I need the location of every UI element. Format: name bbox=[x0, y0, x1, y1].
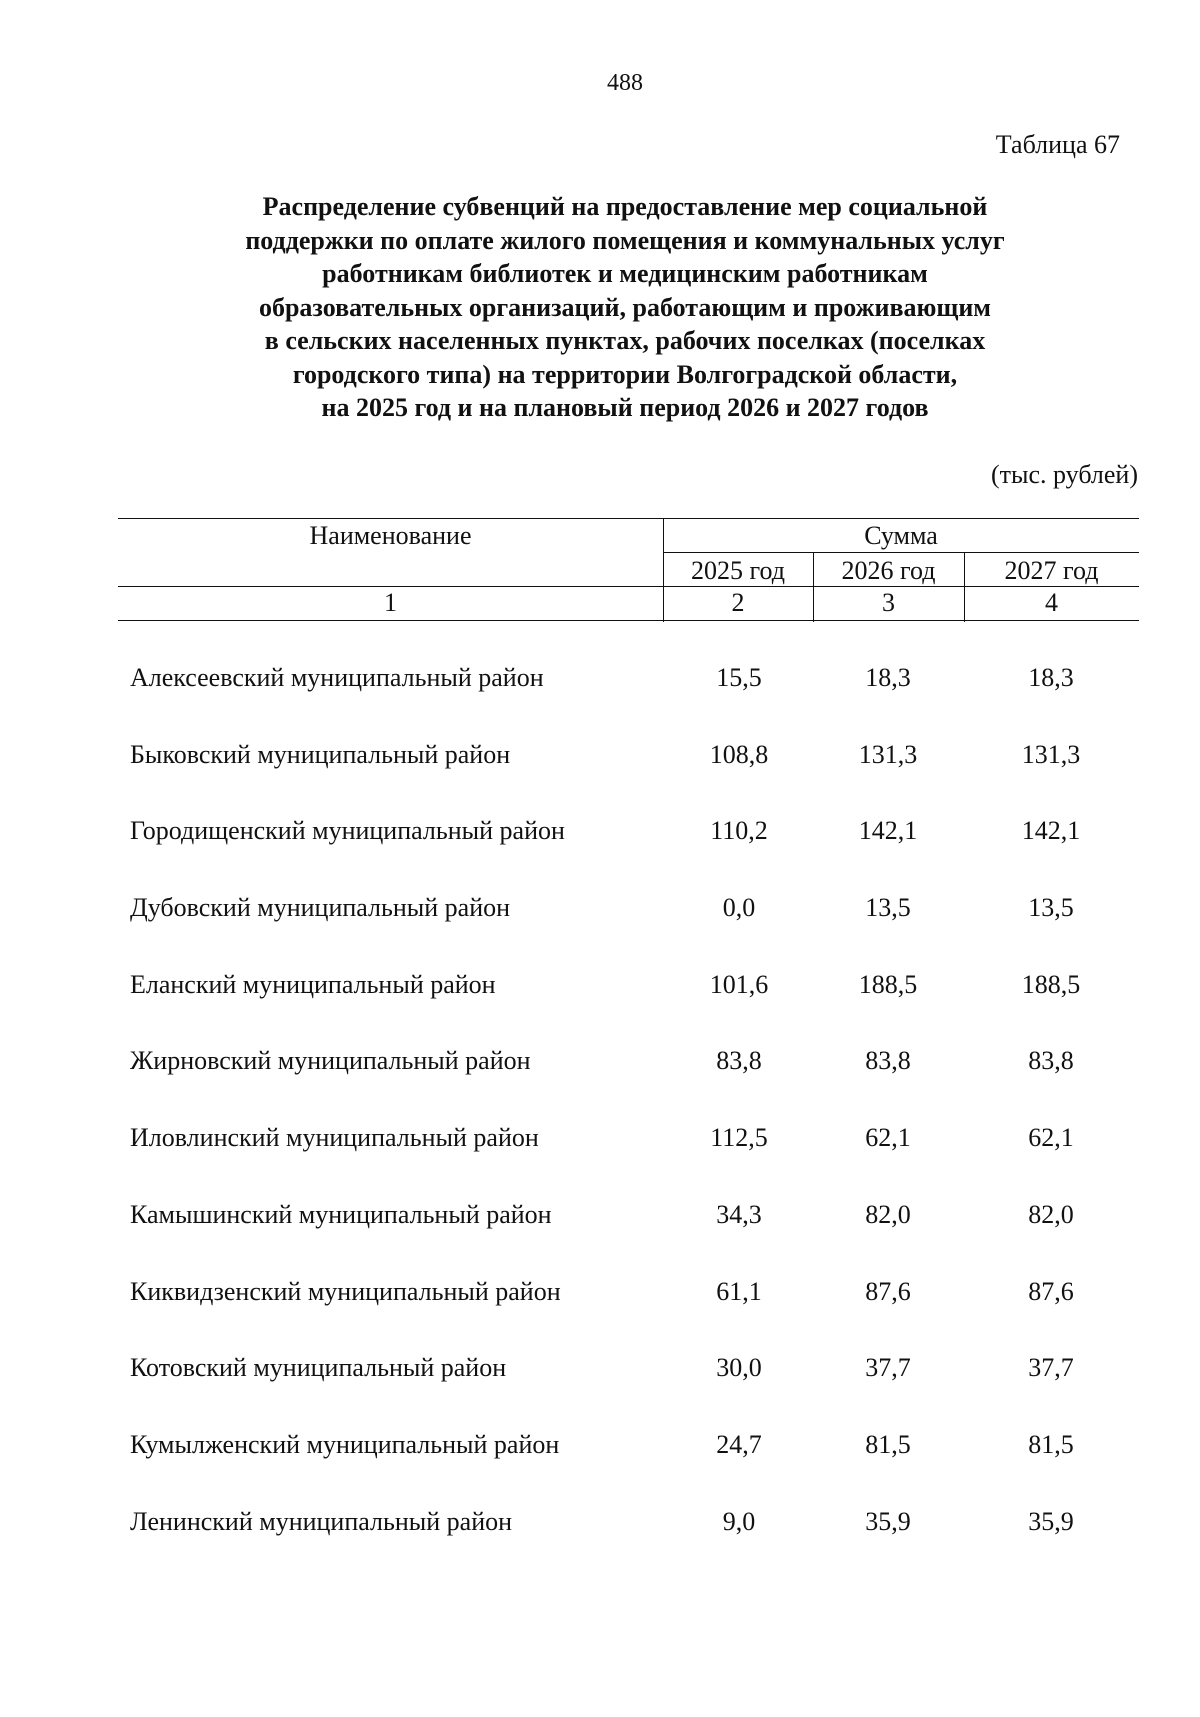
value-2027: 131,3 bbox=[1021, 739, 1081, 769]
table-row bbox=[0, 1254, 1200, 1331]
value-2027: 81,5 bbox=[1028, 1429, 1074, 1459]
title-line: Распределение субвенций на предоставление мер социальной bbox=[262, 192, 988, 221]
value-2026: 81,5 bbox=[865, 1429, 911, 1459]
title-line: образовательных организаций, работающим и проживающим bbox=[258, 292, 992, 322]
value-2027: 13,5 bbox=[1028, 893, 1074, 923]
table-row bbox=[0, 1484, 1200, 1561]
value-2026: 83,8 bbox=[865, 1046, 911, 1076]
value-2027: 35,9 bbox=[1028, 1506, 1074, 1536]
district-name: Жирновский муниципальный район bbox=[130, 1046, 531, 1076]
table-row bbox=[0, 870, 1200, 947]
title-line: на 2025 год и на плановый период 2026 и 2027 годов bbox=[321, 393, 929, 422]
value-2027: 142,1 bbox=[1021, 816, 1081, 846]
value-2025: 24,7 bbox=[716, 1429, 762, 1459]
table-row bbox=[0, 717, 1200, 794]
value-2027: 188,5 bbox=[1021, 969, 1081, 999]
district-name: Алексеевский муниципальный район bbox=[130, 663, 544, 692]
value-2025: 0,0 bbox=[722, 893, 756, 923]
col-number: 3 bbox=[882, 588, 895, 617]
title-line: в сельских населенных пунктах, рабочих поселках (поселках bbox=[264, 326, 986, 355]
district-name: Котовский муниципальный район bbox=[130, 1353, 507, 1383]
title-line: работникам библиотек и медицинским работникам bbox=[322, 259, 928, 288]
value-2027: 18,3 bbox=[1028, 663, 1074, 692]
district-name: Ленинский муниципальный район bbox=[130, 1506, 513, 1536]
header-sum: Сумма bbox=[864, 521, 938, 550]
header-name: Наименование bbox=[309, 521, 472, 550]
value-2027: 37,7 bbox=[1028, 1353, 1074, 1383]
table-body bbox=[0, 640, 1200, 1560]
header-year-2026: 2026 год bbox=[841, 556, 936, 585]
table-row bbox=[0, 640, 1200, 717]
value-2025: 101,6 bbox=[709, 969, 769, 999]
table-row bbox=[0, 793, 1200, 870]
table-header bbox=[118, 518, 1139, 624]
value-2026: 188,5 bbox=[858, 969, 918, 999]
col-number: 2 bbox=[731, 588, 745, 617]
table-row bbox=[0, 1177, 1200, 1254]
value-2025: 9,0 bbox=[722, 1506, 756, 1536]
value-2027: 87,6 bbox=[1028, 1276, 1074, 1306]
value-2026: 142,1 bbox=[858, 816, 918, 846]
header-mid-rule bbox=[118, 586, 1139, 587]
value-2026: 37,7 bbox=[865, 1353, 911, 1383]
value-2025: 61,1 bbox=[716, 1276, 762, 1306]
value-2026: 82,0 bbox=[865, 1199, 911, 1229]
value-2025: 34,3 bbox=[716, 1199, 762, 1229]
value-2025: 112,5 bbox=[710, 1123, 768, 1153]
value-2027: 62,1 bbox=[1028, 1123, 1074, 1153]
value-2025: 108,8 bbox=[709, 739, 769, 769]
value-2026: 35,9 bbox=[865, 1506, 911, 1536]
district-name: Иловлинский муниципальный район bbox=[130, 1123, 539, 1153]
district-name: Быковский муниципальный район bbox=[130, 739, 511, 769]
header-year-2025: 2025 год bbox=[691, 556, 785, 585]
col-number: 4 bbox=[1045, 588, 1058, 617]
district-name: Киквидзенский муниципальный район bbox=[130, 1276, 561, 1306]
table-row bbox=[0, 947, 1200, 1024]
table-row bbox=[0, 1023, 1200, 1100]
header-year-2027: 2027 год bbox=[1004, 556, 1099, 585]
table-row bbox=[0, 1407, 1200, 1484]
value-2027: 83,8 bbox=[1028, 1046, 1074, 1076]
page-number: 488 bbox=[607, 70, 643, 96]
table-row bbox=[0, 1330, 1200, 1407]
value-2025: 15,5 bbox=[716, 663, 762, 692]
district-name: Кумылженский муниципальный район bbox=[130, 1429, 560, 1459]
value-2026: 87,6 bbox=[865, 1276, 911, 1306]
value-2026: 131,3 bbox=[858, 739, 918, 769]
header-top-rule bbox=[118, 518, 1139, 519]
value-2026: 62,1 bbox=[865, 1123, 911, 1153]
sum-underline bbox=[663, 552, 1139, 553]
value-2025: 110,2 bbox=[710, 816, 768, 846]
value-2026: 18,3 bbox=[865, 663, 911, 692]
header-bottom-rule bbox=[118, 620, 1139, 621]
table-label: Таблица 67 bbox=[995, 130, 1120, 159]
district-name: Дубовский муниципальный район bbox=[130, 893, 511, 923]
value-2025: 30,0 bbox=[716, 1353, 762, 1383]
title-line: городского типа) на территории Волгоградской области, bbox=[292, 359, 958, 389]
col-number: 1 bbox=[384, 588, 397, 617]
value-2027: 82,0 bbox=[1028, 1199, 1074, 1229]
district-name: Камышинский муниципальный район bbox=[130, 1199, 552, 1229]
title-line: поддержки по оплате жилого помещения и коммунальных услуг bbox=[245, 225, 1005, 255]
value-2025: 83,8 bbox=[716, 1046, 762, 1076]
units-label: (тыс. рублей) bbox=[990, 460, 1138, 489]
table-row bbox=[0, 1100, 1200, 1177]
district-name: Городищенский муниципальный район bbox=[130, 816, 565, 846]
document-title bbox=[150, 190, 1100, 425]
district-name: Еланский муниципальный район bbox=[130, 969, 496, 999]
value-2026: 13,5 bbox=[865, 893, 911, 923]
